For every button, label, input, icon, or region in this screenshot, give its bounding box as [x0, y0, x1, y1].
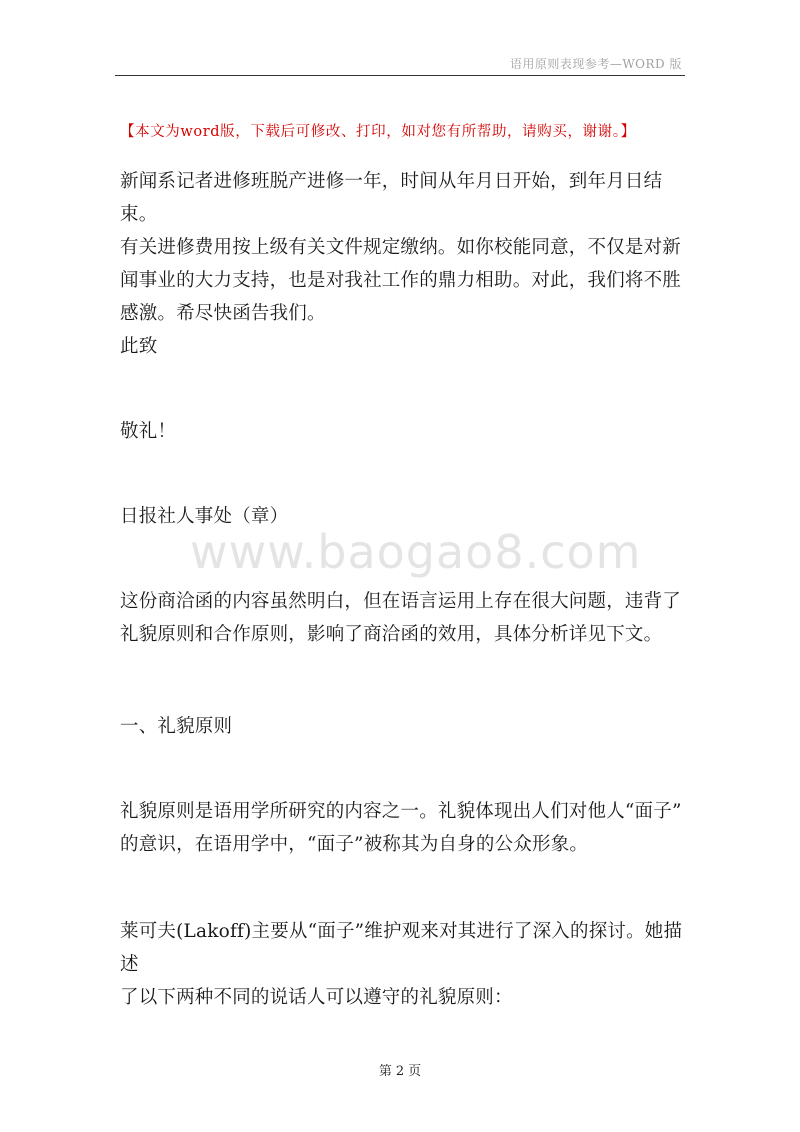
salutation-text: 敬礼！: [120, 421, 177, 442]
footer-suffix: 页: [408, 1064, 422, 1079]
paragraph-1-line: 感激。希尽快函告我们。: [120, 303, 326, 324]
purchase-notice: 【本文为word版，下载后可修改、打印，如对您有所帮助，请购买，谢谢。】: [120, 124, 636, 140]
paragraph-1-line: 新闻系记者进修班脱产进修一年，时间从年月日开始，到年月日结束。: [120, 171, 663, 225]
running-header: 语用原则表现参考—WORD 版: [509, 57, 682, 71]
paragraph-3: [120, 795, 690, 861]
footer-prefix: 第: [378, 1064, 392, 1079]
paragraph-2: [120, 585, 690, 651]
paragraph-4: [120, 915, 690, 1014]
paragraph-1-line: 闻事业的大力支持，也是对我社工作的鼎力相助。对此，我们将不胜: [120, 270, 682, 291]
paragraph-3-line: 的意识，在语用学中，“面子”被称其为自身的公众形象。: [120, 834, 589, 855]
paragraph-2-line: 礼貌原则和合作原则，影响了商洽函的效用，具体分析详见下文。: [120, 624, 663, 645]
signature-text: 日报社人事处（章）: [120, 506, 289, 527]
paragraph-1-line: 有关进修费用按上级有关文件规定缴纳。如你校能同意，不仅是对新: [120, 237, 682, 258]
page-footer: [0, 1060, 800, 1079]
header-divider: [115, 75, 685, 76]
watermark: www.baogao8.com: [190, 525, 642, 579]
paragraph-4-line: 了以下两种不同的说话人可以遵守的礼貌原则：: [120, 987, 513, 1008]
section-heading: 一、礼貌原则: [120, 716, 233, 737]
page-number: 2: [395, 1064, 405, 1079]
closing-text: 此致: [120, 336, 158, 357]
paragraph-2-line: 这份商洽函的内容虽然明白，但在语言运用上存在很大问题，违背了: [120, 591, 682, 612]
paragraph-1: [120, 165, 690, 330]
paragraph-4-line: 莱可夫(Lakoff)主要从“面子”维护观来对其进行了深入的探讨。她描述: [120, 921, 683, 975]
paragraph-3-line: 礼貌原则是语用学所研究的内容之一。礼貌体现出人们对他人“面子”: [120, 801, 682, 822]
